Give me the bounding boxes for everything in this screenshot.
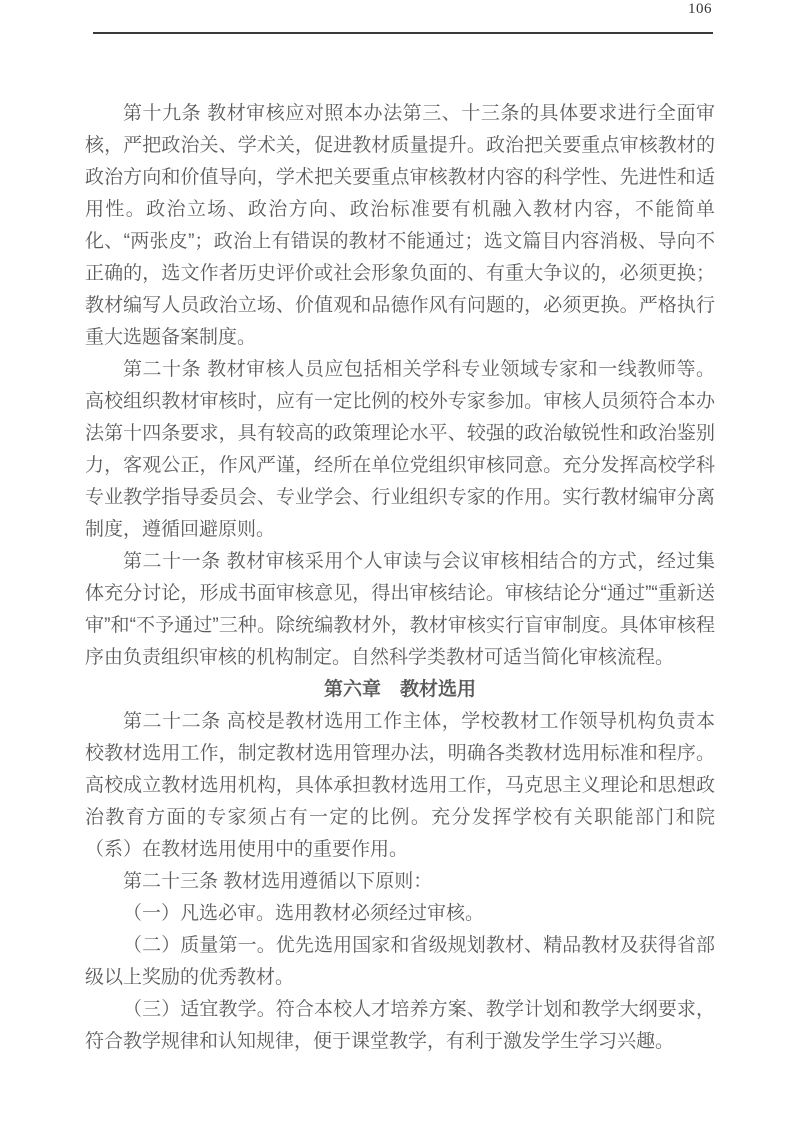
chapter-6-heading: 第六章 教材选用 [323, 679, 476, 700]
header-rule [93, 32, 713, 34]
article-20-paragraph: 第二十条 教材审核人员应包括相关学科专业领域专家和一线教师等。高校组织教材审核时，应有一定比例的校外专家参加。审核人员须符合本办法第十四条要求，具有较高的政策理论水平、较强的政治敏锐性和政治鉴别力，客观公正，作风严谨，经所在单位党组织审核同意。充分发挥高校学科专业教学指导委员会、专业学会、行业组织专家的作用。实行教材编审分离制度，遵循回避原则。 [85, 359, 715, 540]
article-22-paragraph: 第二十二条 高校是教材选用工作主体，学校教材工作领导机构负责本校教材选用工作，制定教材选用管理办法，明确各类教材选用标准和程序。高校成立教材选用机构，具体承担教材选用工作，马克思主义理论和思想政治教育方面的专家须占有一定的比例。充分发挥学校有关职能部门和院（系）在教材选用使用中的重要作用。 [85, 711, 715, 860]
article-19-paragraph: 第十九条 教材审核应对照本办法第三、十三条的具体要求进行全面审核，严把政治关、学术关，促进教材质量提升。政治把关要重点审核教材的政治方向和价值导向，学术把关要重点审核教材内容的科学性、先进性和适用性。政治立场、政治方向、政治标准要有机融入教材内容，不能简单化、“两张皮”；政治上有错误的教材不能通过；选文篇目内容消极、导向不正确的，选文作者历史评价或社会形象负面的、有重大争议的，必须更换；教材编写人员政治立场、价值观和品德作风有问题的，必须更换。严格执行重大选题备案制度。 [85, 103, 715, 348]
principle-item-1: （一）凡选必审。选用教材必须经过审核。 [123, 903, 485, 924]
principle-item-2: （二）质量第一。优先选用国家和省级规划教材、精品教材及获得省部级以上奖励的优秀教材。 [85, 935, 715, 988]
page-number: 106 [688, 1, 712, 17]
article-23-paragraph: 第二十三条 教材选用遵循以下原则： [123, 871, 433, 892]
document-body [85, 98, 715, 1058]
principle-item-3: （三）适宜教学。符合本校人才培养方案、教学计划和教学大纲要求，符合教学规律和认知规律，便于课堂教学，有利于激发学生学习兴趣。 [85, 999, 715, 1052]
article-21-paragraph: 第二十一条 教材审核采用个人审读与会议审核相结合的方式，经过集体充分讨论，形成书面审核意见，得出审核结论。审核结论分“通过”“重新送审”和“不予通过”三种。除统编教材外，教材审核实行盲审制度。具体审核程序由负责组织审核的机构制定。自然科学类教材可适当简化审核流程。 [85, 551, 715, 668]
